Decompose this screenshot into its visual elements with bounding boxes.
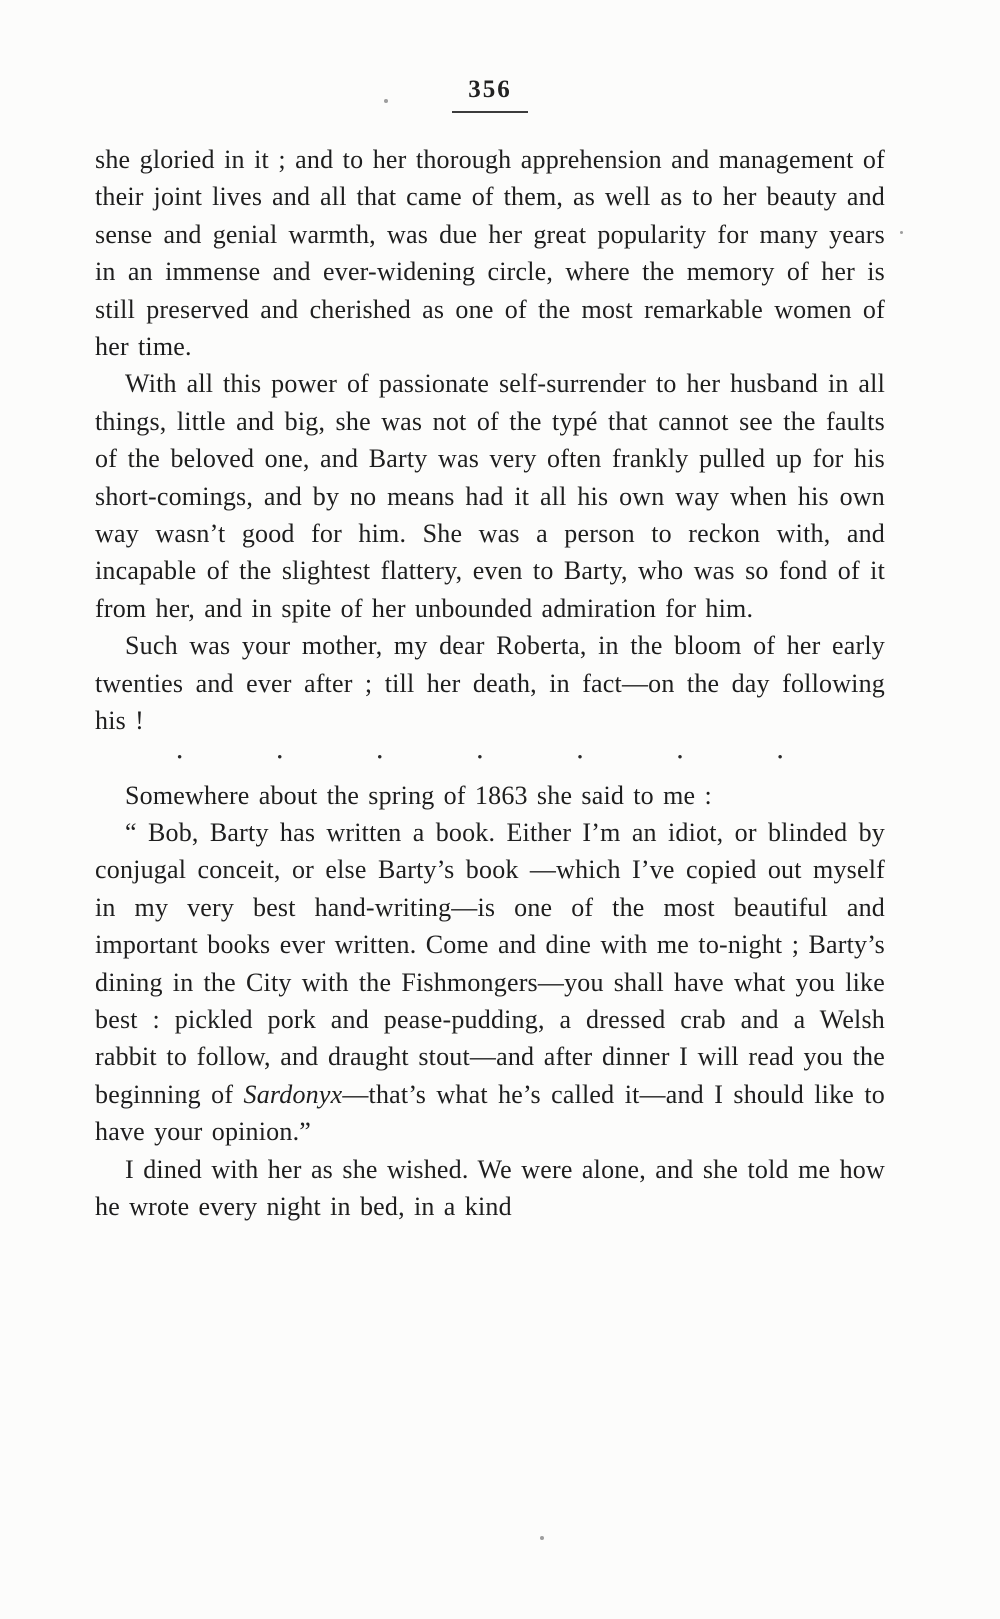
section-break-dot: • xyxy=(477,749,483,766)
paragraph: she gloried in it ; and to her thorough apprehension and management of their joint lives and all that came of them, as well as to her beauty and sense and genial warmth, was due her great popularity for many years in an immense and ever-widening circle, where the memory of her is still preserved and cherished as one of the most remarkable women of her time. xyxy=(95,145,885,362)
section-break-dot: • xyxy=(777,749,783,766)
paragraph: Such was your mother, my dear Roberta, in the bloom of her early twenties and ever after ; till her death, in fact—on the day following his ! xyxy=(95,631,885,736)
paragraph: I dined with her as she wished. We were alone, and she told me how he wrote every night in bed, in a kind xyxy=(95,1154,885,1221)
page-text xyxy=(95,141,885,1225)
section-break-dot: • xyxy=(277,749,283,766)
quote-text-before: “ Bob, Barty has written a book. Either I’m an idiot, or blinded by conjugal conceit, or else Barty’s book —which I’ve copied out myself in my very best hand-writing—is one of the most beautiful and important books ever written. Come and dine with me to-night ; Barty’s dining in the City with the Fishmongers—you shall have what you like best : pickled pork and pease-pudding, a dressed crab and a Welsh rabbit to follow, and draught stout—and after dinner I will read you the beginning of xyxy=(95,817,885,1109)
section-break-dot: • xyxy=(577,749,583,766)
paragraph: With all this power of passionate self-surrender to her husband in all things, little and big, she was not of the typé that cannot see the faults of the beloved one, and Barty was very often frankly pulled up for his short-comings, and by no means had it all his own way when his own way wasn’t good for him. She was a person to reckon with, and incapable of the slightest flattery, even to Barty, who was so fond of it from her, and in spite of her unbounded admiration for him. xyxy=(95,369,885,623)
paragraph: Somewhere about the spring of 1863 she said to me : xyxy=(125,780,712,810)
section-break-dot: • xyxy=(177,749,183,766)
section-break-dots xyxy=(177,740,783,777)
page-number: 356 xyxy=(468,76,512,103)
scan-speck xyxy=(540,1536,544,1540)
section-break-dot: • xyxy=(377,749,383,766)
page-header xyxy=(95,76,885,113)
section-break-dot: • xyxy=(677,749,683,766)
scan-speck xyxy=(900,231,903,234)
paragraph xyxy=(95,814,885,1151)
book-title-sardonyx: Sardonyx xyxy=(243,1079,343,1109)
page-number-rule xyxy=(452,111,528,113)
quote-text-after: —that’s what he’s called it—and I should like to have your opinion.” xyxy=(95,1079,886,1147)
scan-speck xyxy=(384,99,388,103)
